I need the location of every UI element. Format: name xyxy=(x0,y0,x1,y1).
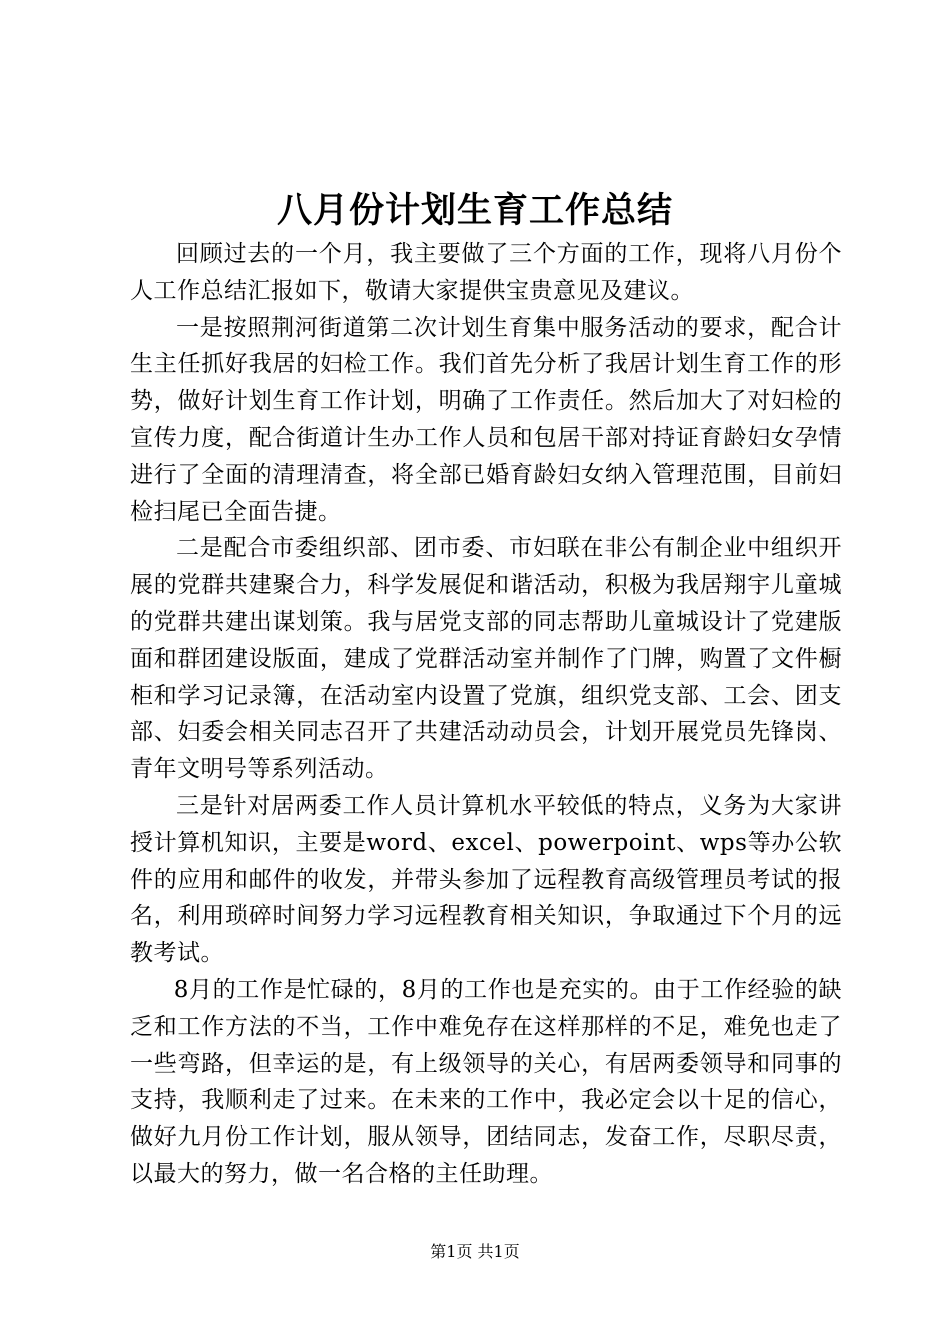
paragraph-second-item: 二是配合市委组织部、团市委、市妇联在非公有制企业中组织开展的党群共建聚合力，科学发展促和谐活动，积极为我居翔宇儿童城的党群共建出谋划策。我与居党支部的同志帮助儿童城设计了党建版面和群团建设版面，建成了党群活动室并制作了门牌，购置了文件橱柜和学习记录簿，在活动室内设置了党旗，组织党支部、工会、团支部、妇委会相关同志召开了共建活动动员会，计划开展党员先锋岗、青年文明号等系列活动。 xyxy=(130,535,842,783)
document-body xyxy=(130,236,842,1193)
page-footer: 第1页 共1页 xyxy=(430,1242,520,1261)
paragraph-intro: 回顾过去的一个月，我主要做了三个方面的工作，现将八月份个人工作总结汇报如下，敬请大家提供宝贵意见及建议。 xyxy=(130,241,842,304)
document-title: 八月份计划生育工作总结 xyxy=(276,190,673,231)
paragraph-first-item: 一是按照荆河街道第二次计划生育集中服务活动的要求，配合计生主任抓好我居的妇检工作。我们首先分析了我居计划生育工作的形势，做好计划生育工作计划，明确了工作责任。然后加大了对妇检的宣传力度，配合街道计生办工作人员和包居干部对持证育龄妇女孕情进行了全面的清理清查，将全部已婚育龄妇女纳入管理范围，目前妇检扫尾已全面告捷。 xyxy=(130,314,842,525)
paragraph-third-item: 三是针对居两委工作人员计算机水平较低的特点，义务为大家讲授计算机知识，主要是word、excel、powerpoint、wps等办公软件的应用和邮件的收发，并带头参加了远程教育高级管理员考试的报名，利用琐碎时间努力学习远程教育相关知识，争取通过下个月的远教考试。 xyxy=(130,792,842,967)
paragraph-conclusion: 8月的工作是忙碌的，8月的工作也是充实的。由于工作经验的缺乏和工作方法的不当，工作中难免存在这样那样的不足，难免也走了一些弯路，但幸运的是，有上级领导的关心，有居两委领导和同事的支持，我顺利走了过来。在未来的工作中，我必定会以十足的信心，做好九月份工作计划，服从领导，团结同志，发奋工作，尽职尽责，以最大的努力，做一名合格的主任助理。 xyxy=(130,976,842,1187)
